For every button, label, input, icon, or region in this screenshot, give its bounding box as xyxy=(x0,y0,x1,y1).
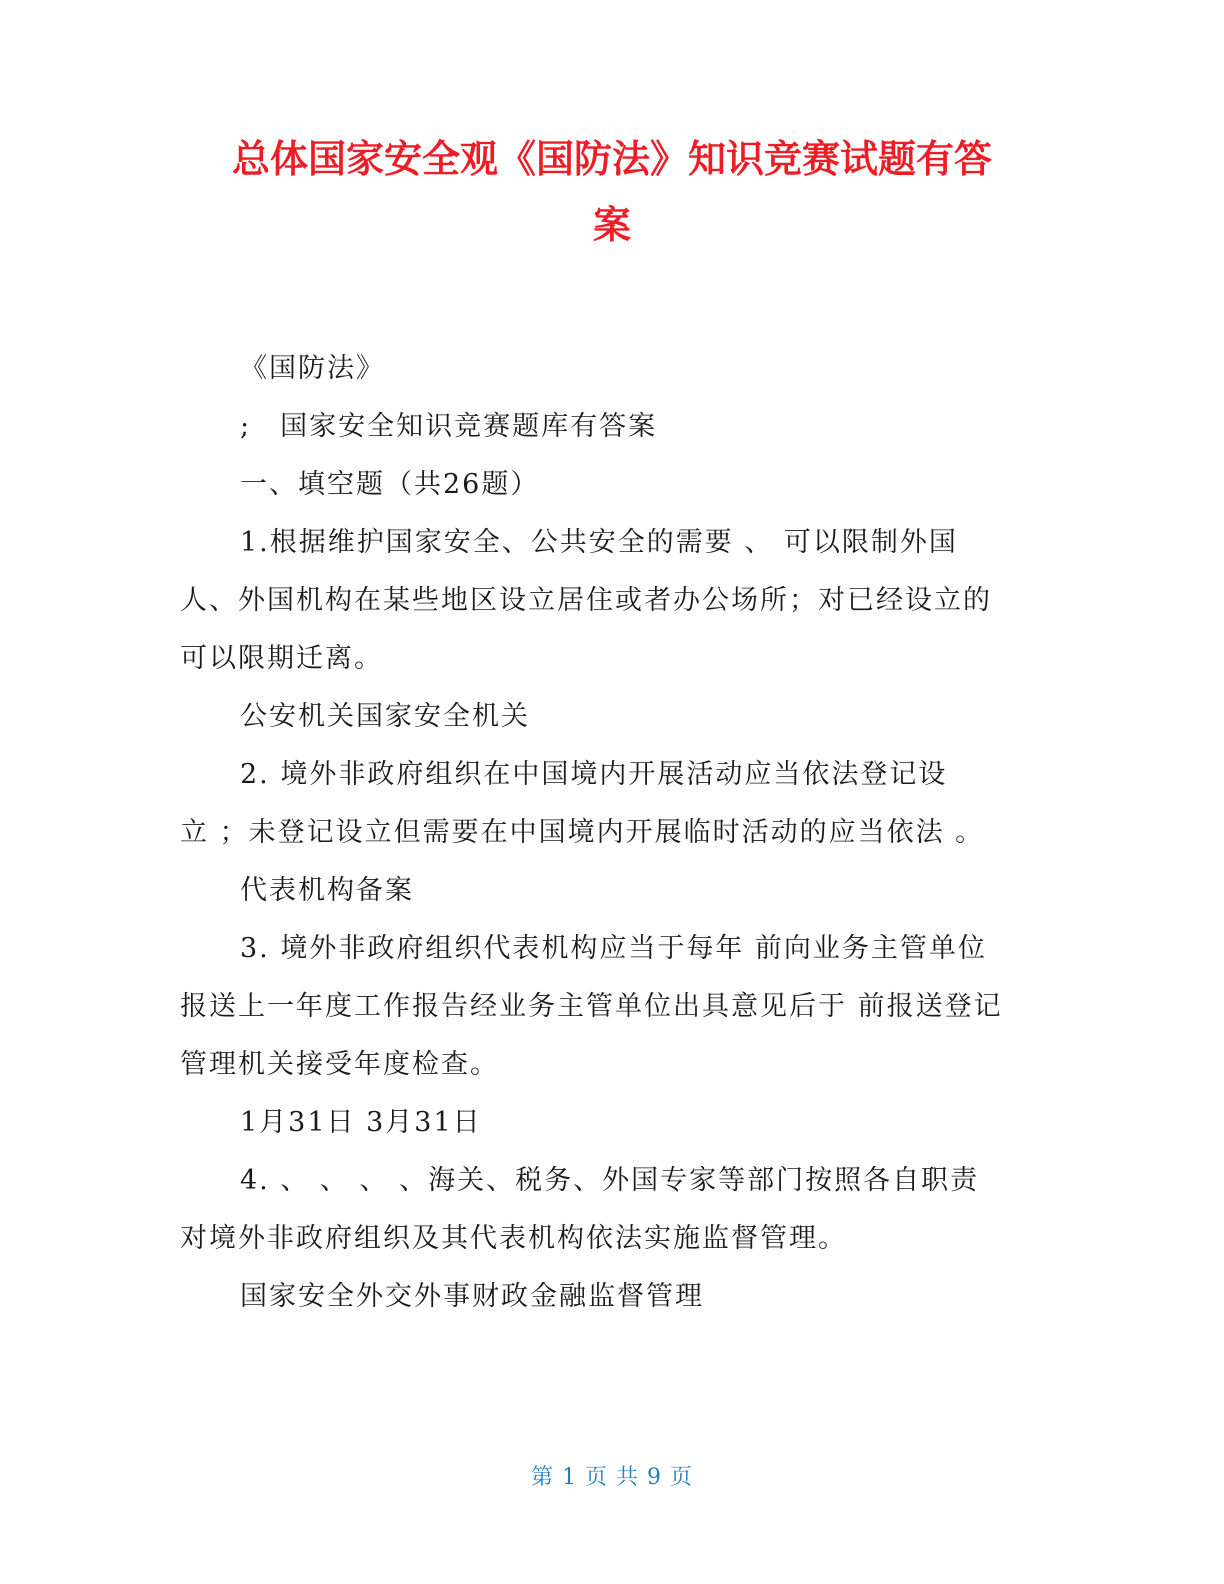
paragraph-5 xyxy=(180,688,1040,746)
paragraph-line: 人、外国机构在某些地区设立居住或者办公场所；对已经设立的 xyxy=(180,585,992,616)
paragraph-3 xyxy=(180,456,1040,514)
document-title xyxy=(150,126,1074,258)
paragraph-line: 管理机关接受年度检查。 xyxy=(180,1049,499,1080)
paragraph-11 xyxy=(180,1268,1040,1326)
title-line-2: 案 xyxy=(592,203,631,247)
paragraph-7 xyxy=(180,862,1040,920)
paragraph-line: 1.根据维护国家安全、公共安全的需要 、 可以限制外国 xyxy=(240,527,958,558)
paragraph-4 xyxy=(180,514,1040,688)
paragraph-line: 报送上一年度工作报告经业务主管单位出具意见后于 前报送登记 xyxy=(180,991,1003,1022)
paragraph-line: 代表机构备案 xyxy=(240,875,414,906)
title-line-1: 总体国家安全观《国防法》知识竞赛试题有答 xyxy=(231,137,992,181)
paragraph-2 xyxy=(180,398,1040,456)
paragraph-6 xyxy=(180,746,1040,862)
document-body xyxy=(180,340,1040,1326)
paragraph-8 xyxy=(180,920,1040,1094)
paragraph-line: 立 ；未登记设立但需要在中国境内开展临时活动的应当依法 。 xyxy=(180,817,985,848)
paragraph-line: 4. 、 、 、 、海关、税务、外国专家等部门按照各自职责 xyxy=(240,1165,980,1196)
paragraph-line: 3. 境外非政府组织代表机构应当于每年 前向业务主管单位 xyxy=(240,933,987,964)
paragraph-line: 一、填空题（共26题） xyxy=(240,469,540,500)
paragraph-line: 《国防法》 xyxy=(240,353,385,384)
paragraph-line: 公安机关国家安全机关 xyxy=(240,701,530,732)
paragraph-line: ; 国家安全知识竞赛题库有答案 xyxy=(240,411,658,442)
paragraph-1 xyxy=(180,340,1040,398)
paragraph-line: 国家安全外交外事财政金融监督管理 xyxy=(240,1281,704,1312)
paragraph-line: 可以限期迁离。 xyxy=(180,643,383,674)
paragraph-line: 对境外非政府组织及其代表机构依法实施监督管理。 xyxy=(180,1223,847,1254)
paragraph-10 xyxy=(180,1152,1040,1268)
page-footer: 第 1 页 共 9 页 xyxy=(531,1465,693,1490)
paragraph-line: 2. 境外非政府组织在中国境内开展活动应当依法登记设 xyxy=(240,759,948,790)
paragraph-line: 1月31日 3月31日 xyxy=(240,1107,482,1138)
paragraph-9 xyxy=(180,1094,1040,1152)
